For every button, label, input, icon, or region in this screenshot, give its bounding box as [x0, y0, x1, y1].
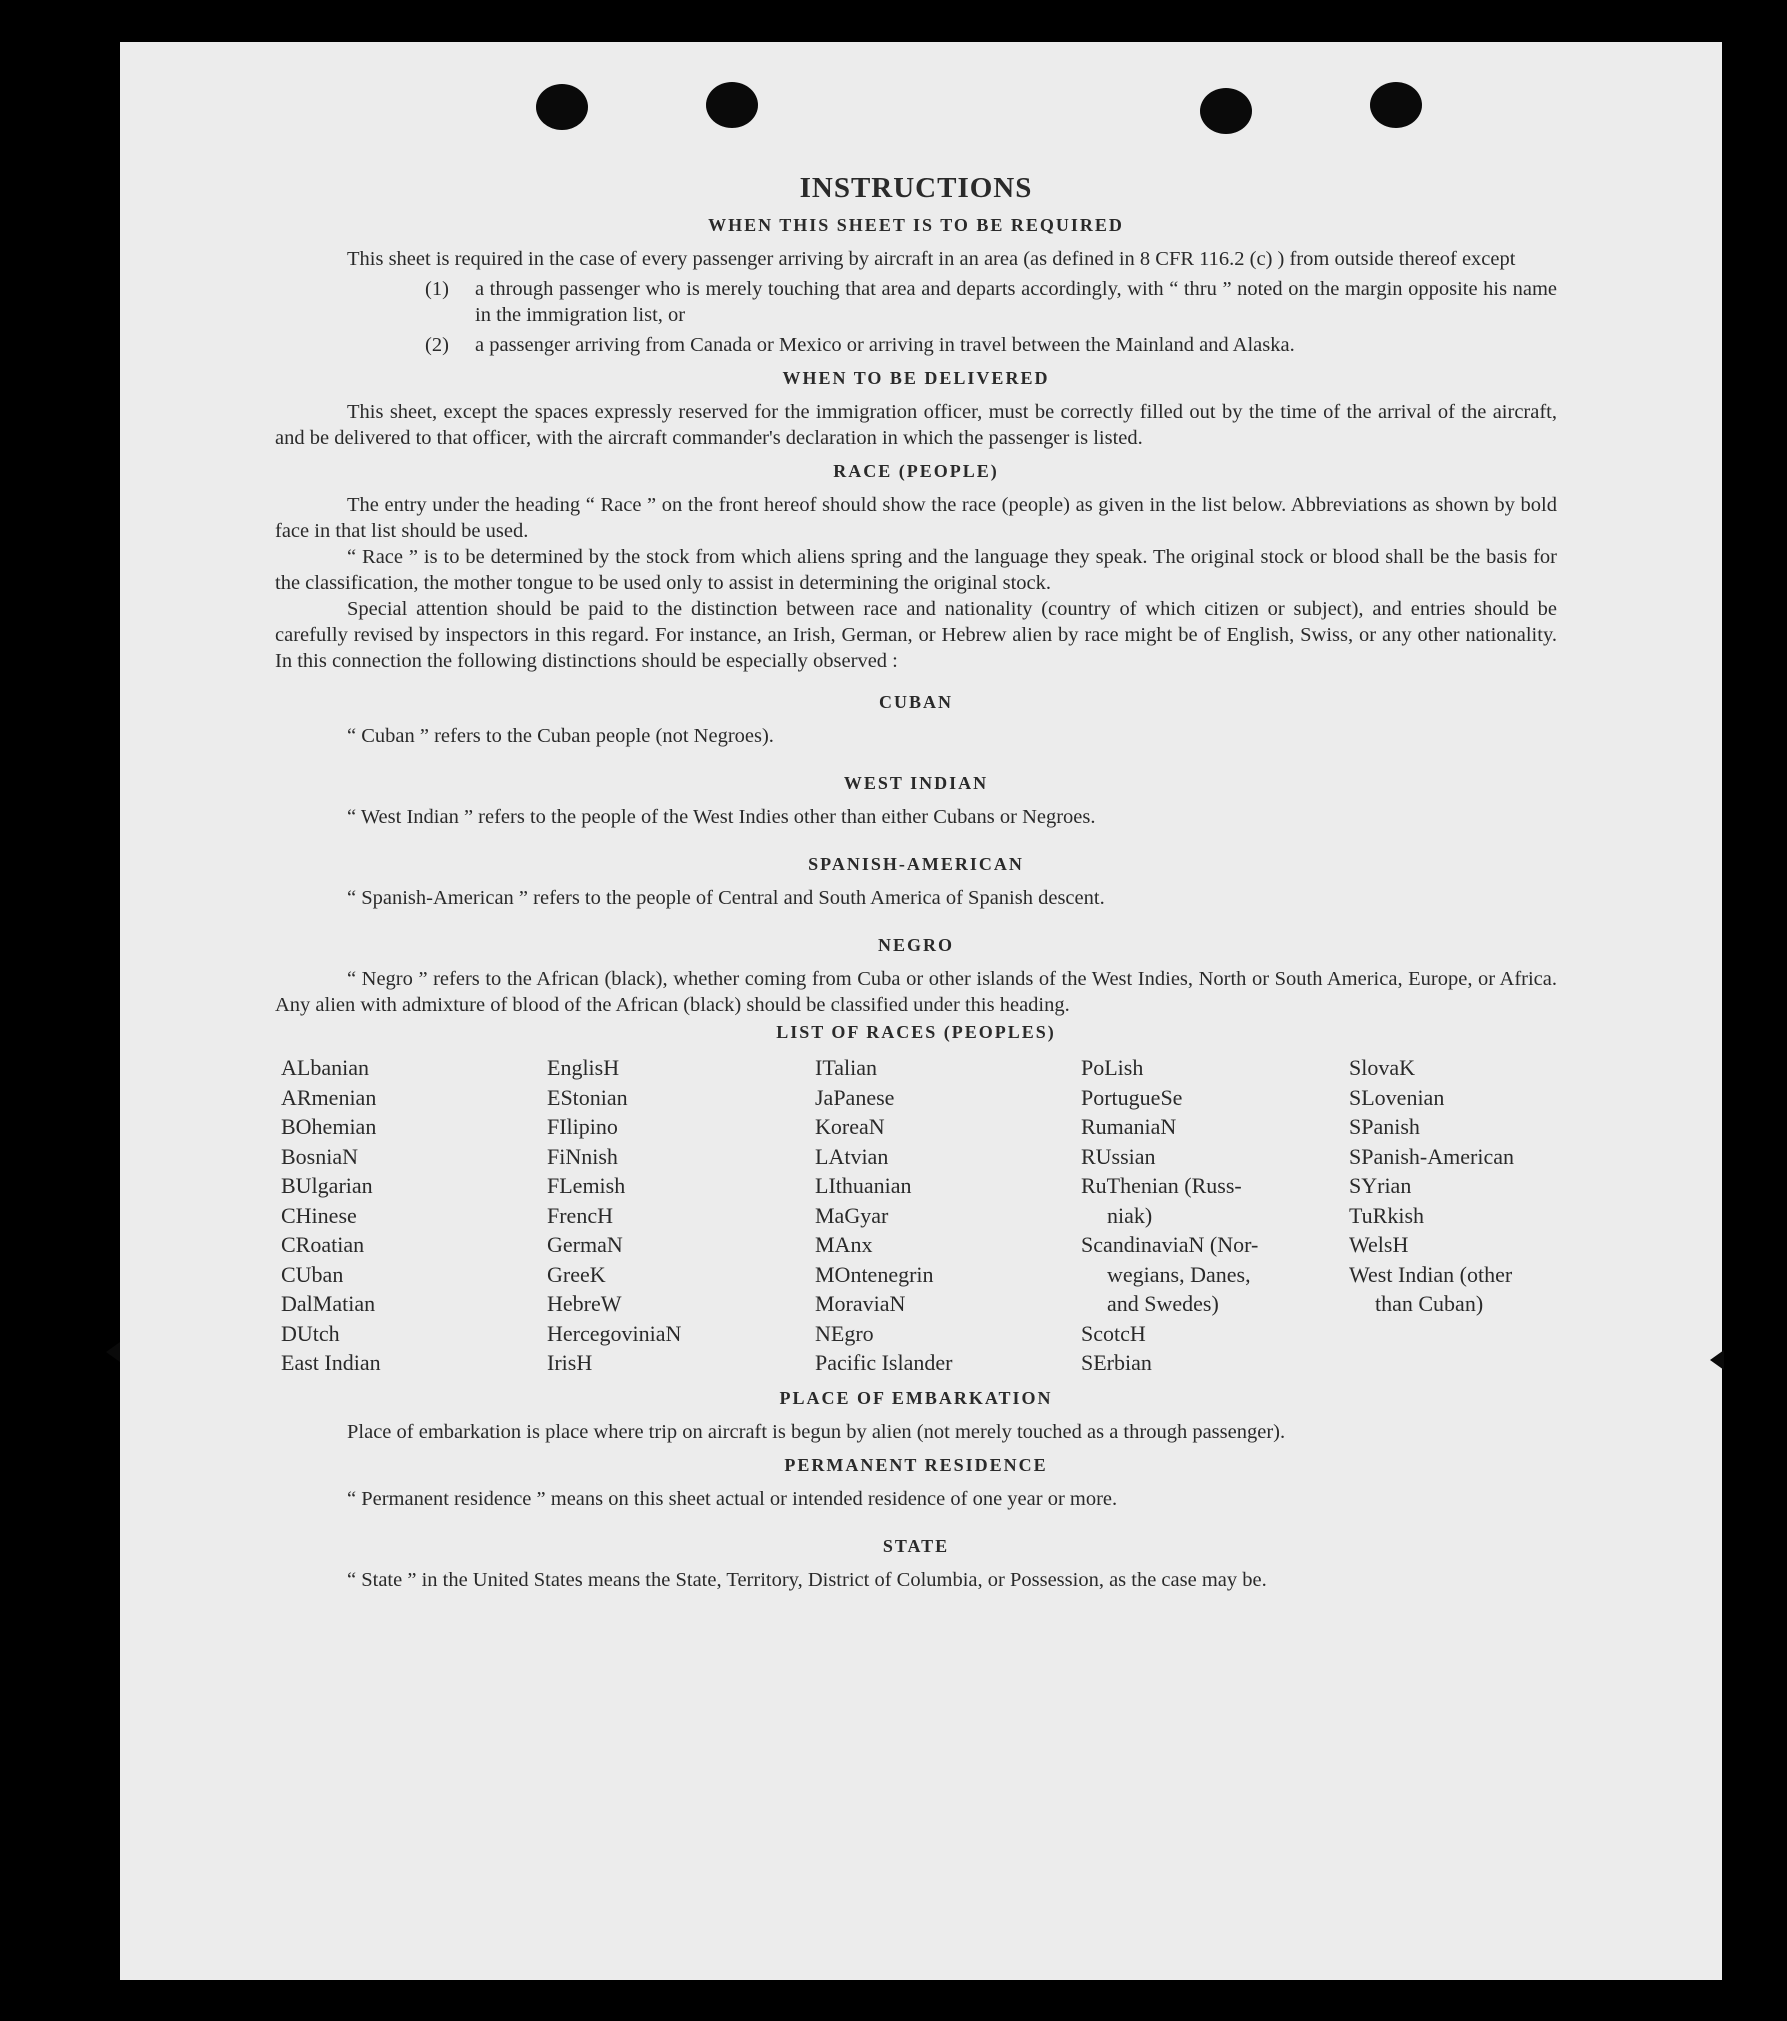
exception-number: (1) — [425, 278, 449, 300]
race-entry: Pacific Islander — [815, 1350, 953, 1375]
races-column-3 — [815, 1053, 1081, 1378]
race-entry: niak) — [1107, 1202, 1153, 1228]
race-entry: CRoatian — [281, 1232, 365, 1257]
race-entry: BosniaN — [281, 1143, 358, 1169]
race-entry: FrencH — [547, 1202, 613, 1228]
race-entry: ITalian — [815, 1055, 877, 1080]
race-entry: CHinese — [281, 1202, 357, 1228]
race-entry: MAnx — [815, 1232, 873, 1257]
embarkation-text: Place of embarkation is place where trip on aircraft is begun by alien (not merely touched as a through passenger). — [347, 1420, 1286, 1443]
state-text: “ State ” in the United States means the State, Territory, District of Columbia, or Possession, as the case may be. — [347, 1568, 1267, 1591]
race-entry: GreeK — [547, 1261, 606, 1287]
race-entry: East Indian — [281, 1350, 381, 1375]
race-entry: WelsH — [1349, 1232, 1409, 1257]
races-column-4 — [1081, 1053, 1349, 1378]
race-entry: RumaniaN — [1081, 1114, 1177, 1139]
section-heading-race: RACE (PEOPLE) — [833, 461, 999, 481]
required-intro: This sheet is required in the case of every passenger arriving by aircraft in an area (as defined in 8 CFR 116.2 (c) ) from outside thereof except — [347, 248, 1516, 270]
race-entry: wegians, Danes, — [1107, 1261, 1251, 1287]
spanish-american-text: “ Spanish-American ” refers to the people of Central and South America of Spanish descent. — [347, 887, 1105, 909]
exception-number: (2) — [425, 334, 449, 356]
race-entry: ScandinaviaN (Nor- — [1081, 1232, 1259, 1257]
section-heading-negro: NEGRO — [877, 935, 954, 955]
race-entry: and Swedes) — [1107, 1291, 1219, 1316]
section-heading-delivered: WHEN TO BE DELIVERED — [782, 368, 1050, 388]
race-entry: ARmenian — [281, 1084, 377, 1110]
section-heading-spanish-american: SPANISH-AMERICAN — [808, 854, 1024, 874]
delivered-text: This sheet, except the spaces expressly reserved for the immigration officer, must be correctly filled out by the time of the arrival of the aircraft, and be delivered to that officer, with the aircraft commander's declaration in which the passenger is listed. — [275, 401, 1557, 449]
race-paragraph-3: Special attention should be paid to the distinction between race and nationality (country of which citizen or subject), and entries should be carefully revised by inspectors in this regard. For instance, an Irish, German, or Hebrew alien by race might be of English, Swiss, or any other nationality. In this connection the following distinctions should be especially observed : — [275, 598, 1557, 672]
race-entry: DalMatian — [281, 1291, 376, 1316]
exception-text: a through passenger who is merely touching that area and departs accordingly, with “ thru ” noted on the margin opposite his name in the immigration list, or — [475, 278, 1557, 326]
race-entry: LIthuanian — [815, 1173, 912, 1198]
races-column-1 — [281, 1053, 547, 1378]
exception-item-2 — [425, 332, 1557, 358]
race-entry: SLovenian — [1349, 1084, 1445, 1110]
exception-text: a passenger arriving from Canada or Mexico or arriving in travel between the Mainland and Alaska. — [475, 334, 1295, 356]
section-heading-embarkation: PLACE OF EMBARKATION — [779, 1387, 1053, 1408]
section-heading-west-indian: WEST INDIAN — [843, 773, 989, 793]
race-entry: IrisH — [547, 1350, 593, 1375]
races-column-2 — [547, 1053, 815, 1378]
race-entry: EnglisH — [547, 1055, 620, 1080]
page-title: INSTRUCTIONS — [799, 172, 1033, 204]
section-heading-residence: PERMANENT RESIDENCE — [784, 1454, 1048, 1475]
page-notch-right — [1710, 1350, 1724, 1370]
race-entry: ScotcH — [1081, 1320, 1146, 1346]
punch-hole — [706, 82, 758, 128]
west-indian-text: “ West Indian ” refers to the people of the West Indies other than either Cubans or Negroes. — [347, 806, 1096, 828]
race-entry: FLemish — [547, 1173, 626, 1198]
punch-hole — [536, 84, 588, 130]
race-entry: SPanish — [1349, 1114, 1420, 1139]
race-entry: FIlipino — [547, 1114, 618, 1139]
race-entry: RUssian — [1081, 1143, 1156, 1169]
race-entry: LAtvian — [815, 1143, 889, 1169]
race-entry: CUban — [281, 1261, 344, 1287]
race-entry: SYrian — [1349, 1173, 1412, 1198]
races-list — [281, 1053, 1557, 1378]
document-page — [120, 42, 1722, 1980]
races-column-5 — [1349, 1053, 1565, 1378]
section-heading-cuban: CUBAN — [878, 692, 953, 712]
race-entry: PoLish — [1081, 1055, 1144, 1080]
section-heading-state: STATE — [882, 1535, 950, 1556]
race-entry: KoreaN — [815, 1114, 885, 1139]
negro-text: “ Negro ” refers to the African (black), whether coming from Cuba or other islands of the West Indies, North or South America, Europe, or Africa. Any alien with admixture of blood of the African (black) should be classified under this heading. — [275, 968, 1557, 1016]
race-entry: DUtch — [281, 1320, 340, 1346]
cuban-text: “ Cuban ” refers to the Cuban people (not Negroes). — [347, 725, 774, 747]
race-entry: TuRkish — [1349, 1202, 1425, 1228]
race-entry: GermaN — [547, 1232, 623, 1257]
race-paragraph-1: The entry under the heading “ Race ” on the front hereof should show the race (people) as given in the list below. Abbreviations as shown by bold face in that list should be used. — [275, 494, 1557, 542]
race-entry: SPanish-American — [1349, 1143, 1514, 1169]
race-entry: FiNnish — [547, 1143, 618, 1169]
race-entry: than Cuban) — [1375, 1291, 1484, 1316]
race-entry: EStonian — [547, 1084, 628, 1110]
exception-item-1 — [425, 276, 1557, 328]
race-entry: NEgro — [815, 1320, 874, 1346]
race-entry: SErbian — [1081, 1350, 1152, 1375]
race-entry: RuThenian (Russ- — [1081, 1173, 1242, 1198]
race-entry: JaPanese — [815, 1084, 895, 1110]
race-entry: MoraviaN — [815, 1291, 906, 1316]
race-entry: MaGyar — [815, 1202, 889, 1228]
page-notch-left — [106, 1342, 120, 1362]
race-entry: BOhemian — [281, 1114, 377, 1139]
section-heading-required: WHEN THIS SHEET IS TO BE REQUIRED — [708, 215, 1124, 235]
race-entry: HercegoviniaN — [547, 1320, 682, 1346]
race-entry: SlovaK — [1349, 1055, 1415, 1080]
punch-hole — [1370, 82, 1422, 128]
race-entry: MOntenegrin — [815, 1261, 934, 1287]
race-paragraph-2: “ Race ” is to be determined by the stock from which aliens spring and the language they speak. The original stock or blood shall be the basis for the classification, the mother tongue to be used only to assist in determining the original stock. — [275, 546, 1557, 594]
race-entry: ALbanian — [281, 1055, 369, 1080]
instructions-content — [275, 172, 1557, 1593]
race-entry: BUlgarian — [281, 1173, 373, 1198]
residence-text: “ Permanent residence ” means on this sheet actual or intended residence of one year or more. — [347, 1487, 1118, 1510]
race-entry: PortugueSe — [1081, 1084, 1183, 1110]
punch-hole — [1200, 88, 1252, 134]
race-entry: HebreW — [547, 1291, 622, 1316]
race-entry: West Indian (other — [1349, 1261, 1513, 1287]
section-heading-races-list: LIST OF RACES (PEOPLES) — [776, 1022, 1056, 1042]
